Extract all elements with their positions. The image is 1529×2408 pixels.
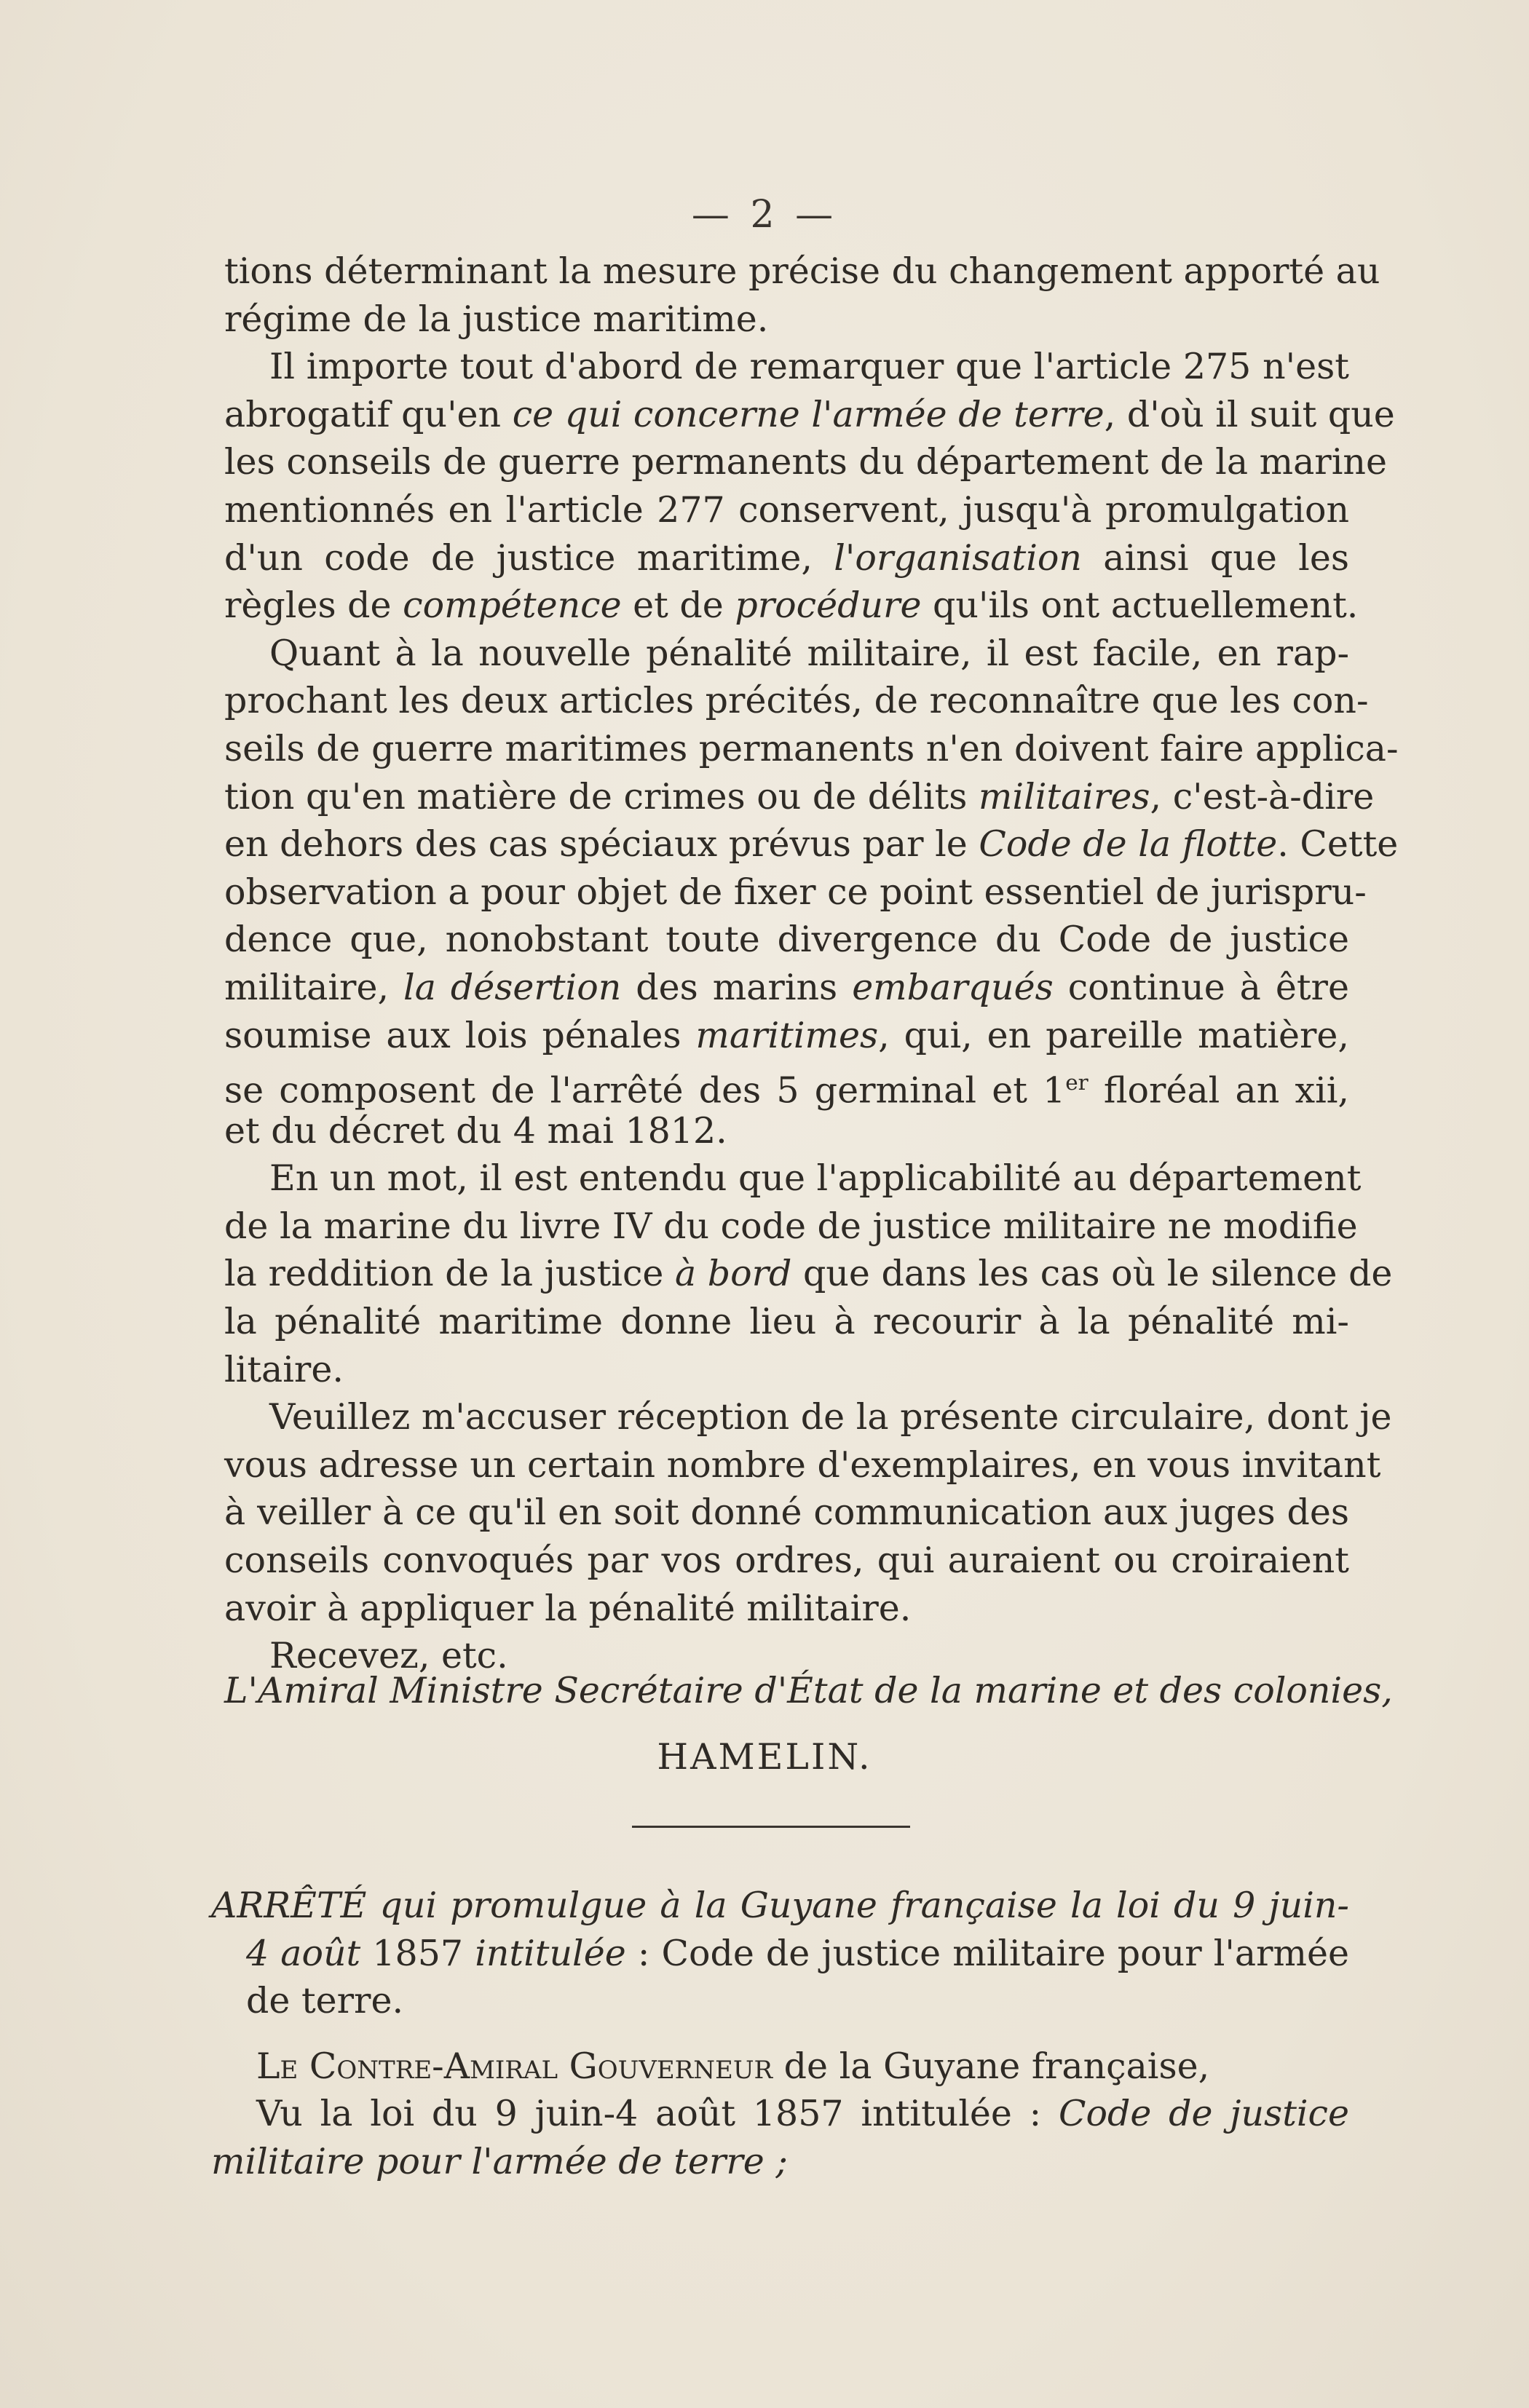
governor-line: Le Contre-Amiral Gouverneur de la Guyane française, [256,2045,1210,2087]
text-line: la reddition de la justice à bord que dans les cas où le silence de [224,1253,1393,1295]
paragraph [224,343,1395,630]
vu-line: Vu la loi du 9 juin-4 août 1857 intitulée : Code de justice [256,2093,1349,2135]
section-divider [632,1826,910,1828]
text-line: règles de compétence et de procédure qu'ils ont actuellement. [224,585,1359,627]
text-line: d'un code de justice maritime, l'organisation ainsi que les [224,536,1349,579]
text-line: tion qu'en matière de crimes ou de délits militaires, c'est-à-dire [224,775,1375,817]
text-line: en dehors des cas spéciaux prévus par le Code de la flotte. Cette [224,823,1399,866]
text-line: Recevez, etc. [269,1635,508,1677]
page-number: — 2 — [691,193,838,237]
text-line: militaire, la désertion des marins embarqués continue à être [224,966,1349,1008]
text-line: Il importe tout d'abord de remarquer que l'article 275 n'est [269,346,1349,388]
text-line: abrogatif qu'en ce qui concerne l'armée de terre, d'où il suit que [224,393,1395,435]
text-line: les conseils de guerre permanents du département de la marine [224,441,1387,483]
text-line: avoir à appliquer la pénalité militaire. [224,1587,912,1629]
paragraph [224,1155,1393,1393]
text-line: Veuillez m'accuser réception de la présente circulaire, dont je [269,1396,1392,1438]
text-line: dence que, nonobstant toute divergence du Code de justice [224,919,1349,961]
signature-title: L'Amiral Ministre Secrétaire d'État de la marine et des colonies, [224,1670,1393,1711]
paragraph [224,1393,1392,1632]
arrete-section [211,1882,1349,2186]
text-line: soumise aux lois pénales maritimes, qui, en pareille matière, [224,1014,1350,1056]
text-line: et du décret du 4 mai 1812. [224,1109,727,1152]
text-line: Quant à la nouvelle pénalité militaire, il est facile, en rap- [269,632,1349,674]
text-line: tions déterminant la mesure précise du changement apporté au [224,250,1380,292]
text-line: la pénalité maritime donne lieu à recourir à la pénalité mi- [224,1301,1349,1343]
vu-line: militaire pour l'armée de terre ; [211,2140,788,2182]
arrete-heading-line: 4 août 1857 intitulée : Code de justice militaire pour l'armée [246,1932,1350,1974]
text-line: à veiller à ce qu'il en soit donné communication aux juges des [224,1492,1349,1534]
text-line: observation a pour objet de fixer ce point essentiel de jurispru- [224,871,1367,913]
text-line: conseils convoqués par vos ordres, qui auraient ou croiraient [224,1540,1349,1582]
text-line: vous adresse un certain nombre d'exemplaires, en vous invitant [224,1443,1381,1486]
text-line: En un mot, il est entendu que l'applicabilité au département [269,1157,1362,1200]
text-line: seils de guerre maritimes permanents n'en doivent faire applica- [224,727,1399,769]
text-line: se composent de l'arrêté des 5 germinal et 1er floréal an xii, [224,1069,1349,1112]
arrete-heading-line: ARRÊTÉ qui promulgue à la Guyane française la loi du 9 juin- [211,1885,1349,1926]
paragraph [224,630,1399,1155]
signature-name: HAMELIN. [657,1736,872,1778]
text-line: prochant les deux articles précités, de reconnaître que les con- [224,680,1369,722]
text-line: de la marine du livre IV du code de justice militaire ne modifie [224,1205,1358,1247]
text-line: litaire. [224,1348,344,1390]
paragraph [224,247,1380,343]
text-line: régime de la justice maritime. [224,298,769,340]
circular-body [224,247,1399,1680]
text-line: mentionnés en l'article 277 conservent, jusqu'à promulgation [224,488,1349,531]
arrete-heading-line: de terre. [246,1980,404,2022]
